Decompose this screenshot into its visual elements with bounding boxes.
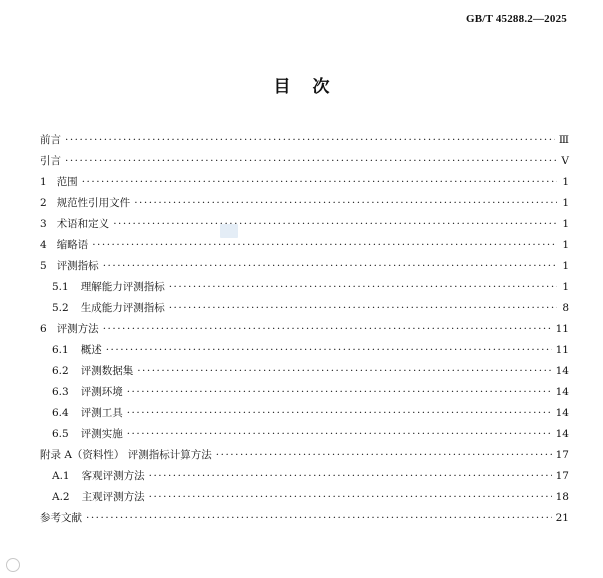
toc-entry-a-1[interactable] — [40, 462, 569, 483]
toc-section-number: 5 — [40, 260, 47, 272]
toc-entry-references[interactable] — [40, 504, 569, 525]
toc-page-number: 1 — [562, 260, 569, 272]
toc-leader-dots — [103, 322, 552, 336]
toc-page-number: 18 — [555, 491, 569, 503]
standard-number: GB/T 45288.2—2025 — [466, 13, 567, 25]
toc-leader-dots — [103, 259, 557, 273]
toc-section-number: 4 — [40, 239, 47, 251]
toc-entry-appendix-a[interactable] — [40, 441, 569, 462]
toc-entry-label: 5 评测指标 — [40, 260, 99, 272]
toc-entry-5[interactable] — [40, 252, 569, 273]
toc-entry-label: 前言 — [40, 134, 61, 146]
toc-page-number: 1 — [562, 239, 569, 251]
toc-section-number: 5.1 — [52, 281, 69, 293]
toc-entry-label: 6.1 概述 — [52, 344, 102, 356]
toc-leader-dots — [65, 133, 555, 147]
toc-page-number: 17 — [555, 449, 569, 461]
toc-page-number: 14 — [555, 386, 569, 398]
toc-entry-6-4[interactable] — [40, 399, 569, 420]
toc-entry-label: 附录 A（资料性） 评测指标计算方法 — [40, 449, 212, 461]
toc-section-number: 1 — [40, 176, 47, 188]
toc-section-number: 6.4 — [52, 407, 69, 419]
toc-leader-dots — [65, 154, 557, 168]
toc-section-number: 6 — [40, 323, 47, 335]
toc-entry-6-5[interactable] — [40, 420, 569, 441]
toc-leader-dots — [216, 448, 552, 462]
toc-entry-label: 6.2 评测数据集 — [52, 365, 134, 377]
toc-entry-6-1[interactable] — [40, 336, 569, 357]
watermark-stamp — [220, 224, 238, 238]
toc-entry-label: 6.3 评测环境 — [52, 386, 123, 398]
toc-leader-dots — [82, 175, 557, 189]
toc-leader-dots — [127, 385, 552, 399]
toc-entry-6-2[interactable] — [40, 357, 569, 378]
toc-entry-6-3[interactable] — [40, 378, 569, 399]
toc-entry-5-1[interactable] — [40, 273, 569, 294]
toc-entry-foreword[interactable] — [40, 126, 569, 147]
toc-leader-dots — [169, 280, 557, 294]
toc-page-number: 14 — [555, 428, 569, 440]
toc-entry-label: 5.2 生成能力评测指标 — [52, 302, 165, 314]
toc-page-number: 14 — [555, 365, 569, 377]
toc-entry-a-2[interactable] — [40, 483, 569, 504]
toc-entry-introduction[interactable] — [40, 147, 569, 168]
toc-entry-label: 3 术语和定义 — [40, 218, 110, 230]
toc-section-number: 6.3 — [52, 386, 69, 398]
toc-section-number: 6.2 — [52, 365, 69, 377]
toc-entry-label: 引言 — [40, 155, 61, 167]
toc-leader-dots — [113, 217, 557, 231]
toc-leader-dots — [134, 196, 557, 210]
toc-entry-label: 2 规范性引用文件 — [40, 197, 131, 209]
toc-entry-3[interactable] — [40, 210, 569, 231]
toc-entry-label: 6.4 评测工具 — [52, 407, 123, 419]
toc-leader-dots — [127, 427, 552, 441]
toc-section-number: A.2 — [52, 491, 70, 503]
page-title: 目次 — [273, 77, 352, 97]
logo-mark-icon — [6, 558, 20, 572]
toc-page-number: 1 — [562, 176, 569, 188]
toc-entry-label: 1 范围 — [40, 176, 78, 188]
toc-leader-dots — [137, 364, 551, 378]
watermark-logo — [6, 558, 20, 572]
toc-entry-label: 5.1 理解能力评测指标 — [52, 281, 165, 293]
toc-leader-dots — [169, 301, 557, 315]
toc-page-number: Ⅲ — [558, 134, 569, 146]
toc-page-number: 11 — [555, 344, 569, 356]
toc-leader-dots — [149, 469, 552, 483]
table-of-contents — [40, 126, 569, 525]
toc-section-number: A.1 — [52, 470, 70, 482]
toc-section-number: 3 — [40, 218, 47, 230]
toc-section-number: 5.2 — [52, 302, 69, 314]
toc-leader-dots — [149, 490, 552, 504]
toc-entry-label: 6.5 评测实施 — [52, 428, 123, 440]
toc-page-number: 17 — [555, 470, 569, 482]
toc-entry-label: A.2 主观评测方法 — [52, 491, 145, 503]
toc-entry-label: 参考文献 — [40, 512, 82, 524]
toc-entry-label: 4 缩略语 — [40, 239, 89, 251]
toc-page-number: 8 — [562, 302, 569, 314]
toc-page-number: 14 — [555, 407, 569, 419]
toc-page-number: 21 — [555, 512, 569, 524]
toc-section-number: 2 — [40, 197, 47, 209]
toc-page-number: 1 — [562, 218, 569, 230]
toc-page-number: 11 — [555, 323, 569, 335]
toc-leader-dots — [106, 343, 552, 357]
toc-page-number: 1 — [562, 197, 569, 209]
toc-entry-1[interactable] — [40, 168, 569, 189]
toc-entry-5-2[interactable] — [40, 294, 569, 315]
toc-leader-dots — [127, 406, 552, 420]
toc-entry-label: A.1 客观评测方法 — [52, 470, 145, 482]
toc-entry-label: 6 评测方法 — [40, 323, 99, 335]
toc-entry-4[interactable] — [40, 231, 569, 252]
toc-leader-dots — [92, 238, 557, 252]
toc-leader-dots — [86, 511, 552, 525]
toc-entry-2[interactable] — [40, 189, 569, 210]
toc-section-number: 6.5 — [52, 428, 69, 440]
toc-page-number: 1 — [562, 281, 569, 293]
toc-page-number: Ⅴ — [561, 155, 569, 167]
toc-entry-6[interactable] — [40, 315, 569, 336]
toc-section-number: 6.1 — [52, 344, 69, 356]
